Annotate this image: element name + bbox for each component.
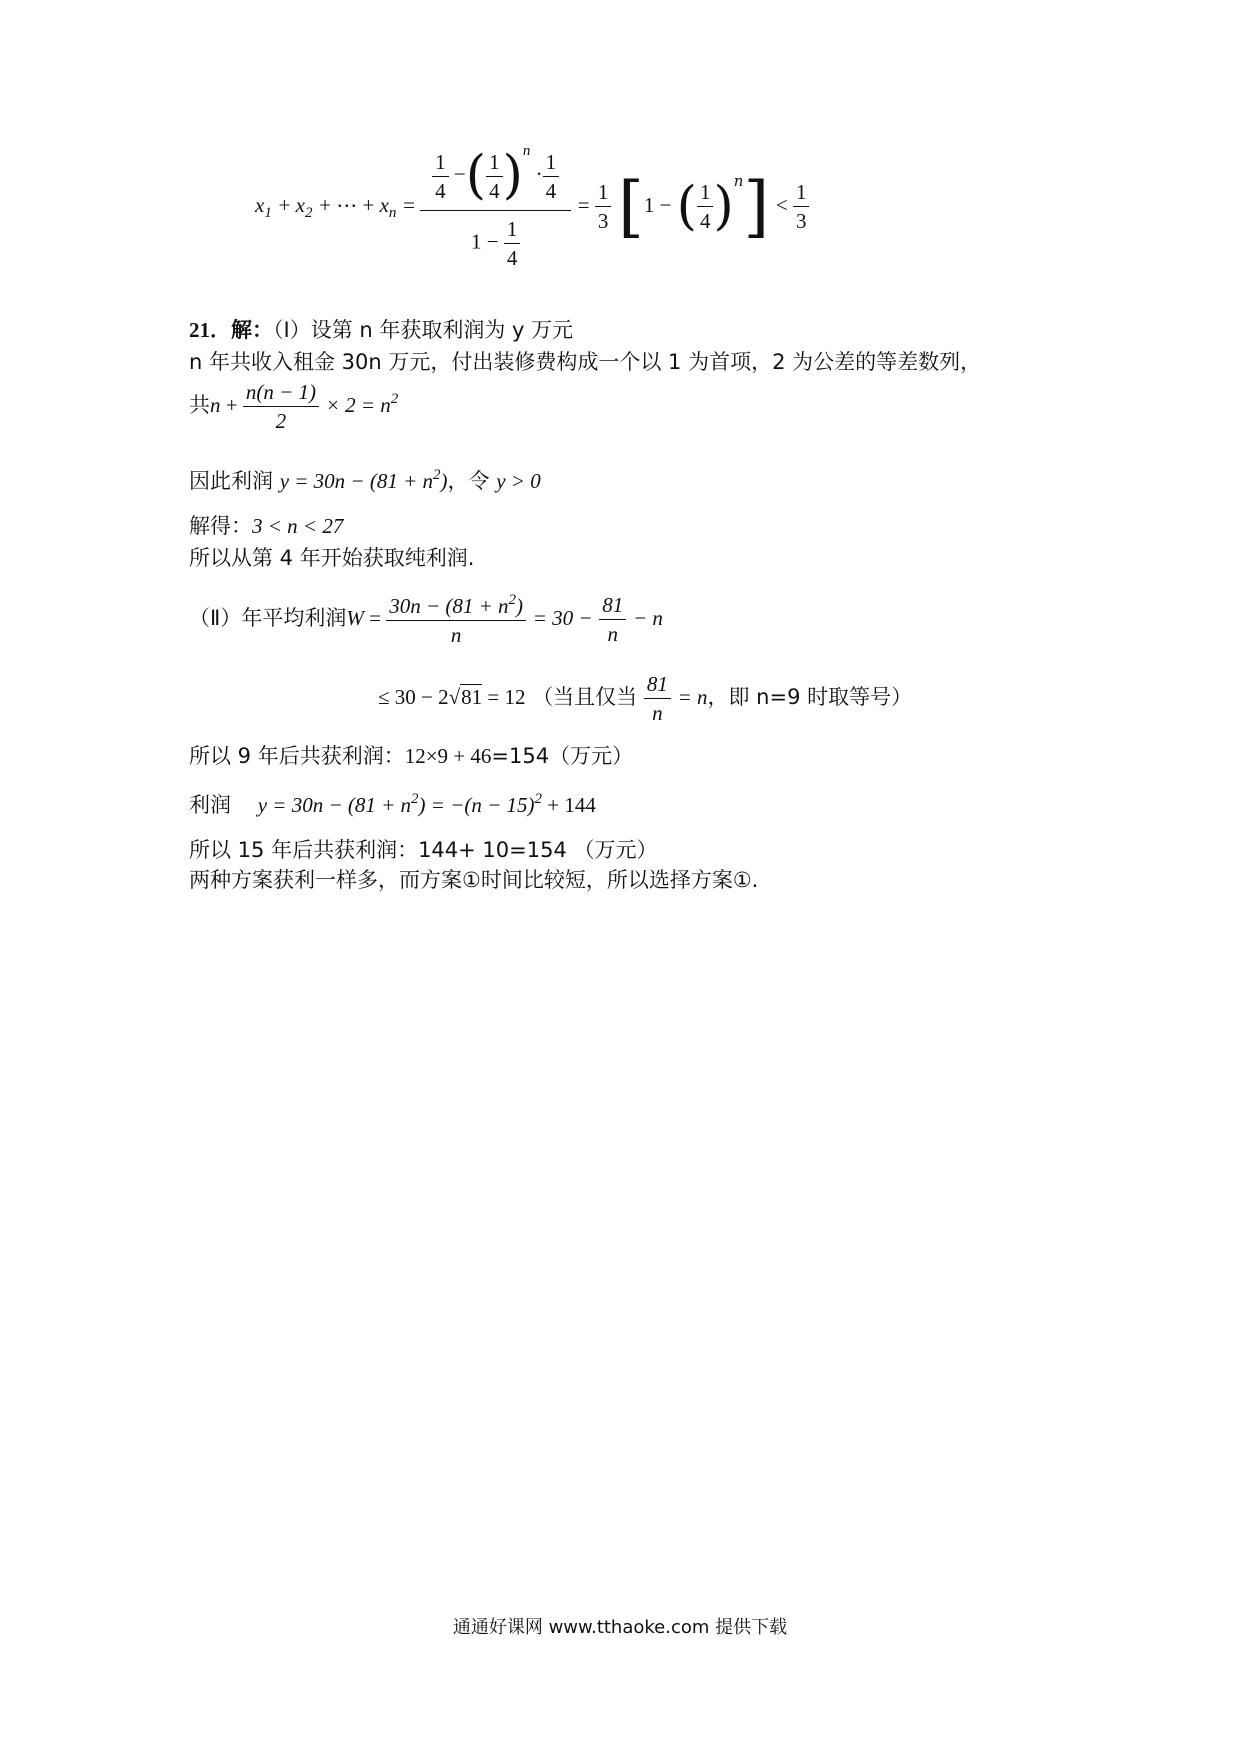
x1: $x_1$ — [255, 193, 272, 222]
q21-sum-line: 共n + $\frac{n(n - 1)}{2}$ × $2 = n^2$ — [189, 380, 399, 434]
q21-quadratic-line: 利润 $y = 30n - (81 + n^2) = -(n - 15)^2 + 144$ — [189, 791, 596, 817]
q21-plan2-line: 所以 15 年后共获利润：144+ 10=154 （万元） — [189, 838, 658, 862]
q21-part2-line: （Ⅱ）年平均利润W = $\frac{30n - (81 + n^2)}{n}$ = 30 − $\frac{81}{n}$ − n — [189, 592, 663, 648]
one-third: $\frac{1}{3}$ — [595, 180, 612, 233]
x2: $x_2$ — [295, 193, 313, 222]
q21-conclusion1: 所以从第 4 年开始获取纯利润. — [189, 546, 475, 570]
q21-plan1-line: 所以 9 年后共获利润：12×9 + 46=154（万元） — [189, 744, 634, 768]
dots: ⋯ — [336, 193, 358, 218]
q21-line2: n 年共收入租金 30n 万元，付出装修费构成一个以 1 为首项，2 为公差的等差数列， — [189, 350, 982, 374]
q21-solve-line: 解得：3 < n < 27 — [189, 514, 344, 538]
big-fraction: $\frac{1}{4}$ −( $\frac{1}{4}$ )$^n$ · $\frac{1}{4}$ 1 − $\frac{1}{4}$ — [420, 143, 571, 270]
q21-profit-line: 因此利润 $y = 30n - (81 + n^2)$，令 y > 0 — [189, 467, 541, 493]
q21-header: 21．解：（Ⅰ）设第 n 年获取利润为 y 万元 — [189, 318, 574, 342]
one-third-bound: $\frac{1}{3}$ — [793, 180, 810, 233]
xn: $x_n$ — [379, 193, 397, 222]
sum-formula: $x_1 + x_2$ + ⋯ + $x_n$ = $\frac{1}{4}$ −( $\frac{1}{4}$ )$^n$ · $\frac{1}{4}$ 1 − $\frac{1}{4}$ = $\frac{1}{3}$ [1 − ( $\frac{1}{4}$ )$^n$] < $\frac{1}{3}$ — [255, 143, 809, 270]
footer: 通通好课网 www.tthaoke.com 提供下载 — [452, 1617, 788, 1638]
q21-final-line: 两种方案获利一样多，而方案①时间比较短，所以选择方案①. — [189, 868, 759, 892]
q21-inequality-line: ≤ 30 − 2√81 = 12 （当且仅当 $\frac{81}{n}$ = n，即 n=9 时取等号） — [378, 672, 913, 726]
